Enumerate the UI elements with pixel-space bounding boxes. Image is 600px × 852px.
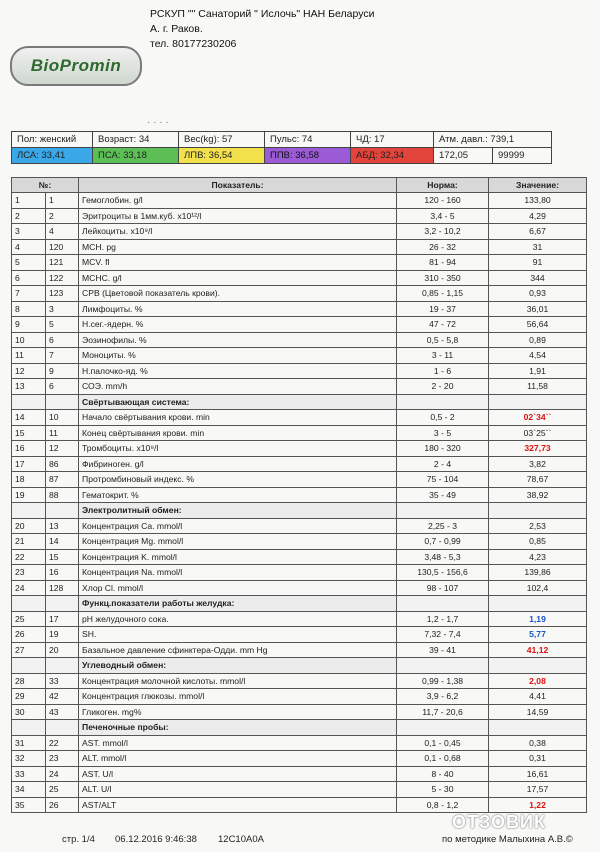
row-value: 16,61	[489, 766, 587, 782]
row-indicator: Протромбиновый индекс. %	[79, 472, 397, 488]
row-code: 11	[46, 425, 79, 441]
row-indicator: Начало свёртывания крови. min	[79, 410, 397, 426]
row-value: 91	[489, 255, 587, 271]
table-row	[12, 410, 587, 426]
footer-method: по методике Малыхина А.В.©	[442, 834, 573, 845]
footer-datetime: 06.12.2016 9:46:38	[115, 834, 197, 845]
section-row	[12, 658, 587, 674]
row-value: 0,31	[489, 751, 587, 767]
row-indicator: Хлор Cl. mmol/l	[79, 580, 397, 596]
row-value: 5,77	[489, 627, 587, 643]
table-row	[12, 193, 587, 209]
row-value: 1,19	[489, 611, 587, 627]
row-indicator: Фибриноген. g/l	[79, 456, 397, 472]
row-indicator: СОЭ. mm/h	[79, 379, 397, 395]
row-code: 25	[46, 782, 79, 798]
row-indicator: ALT. U/l	[79, 782, 397, 798]
row-indicator: ALT. mmol/l	[79, 751, 397, 767]
row-norm: 130,5 - 156,6	[397, 565, 489, 581]
row-index: 16	[12, 441, 46, 457]
row-value: 2,53	[489, 518, 587, 534]
row-indicator: Эозинофилы. %	[79, 332, 397, 348]
row-norm: 2 - 20	[397, 379, 489, 395]
row-norm: 98 - 107	[397, 580, 489, 596]
section-row	[12, 394, 587, 410]
table-row	[12, 534, 587, 550]
row-value: 133,80	[489, 193, 587, 209]
table-row	[12, 735, 587, 751]
row-indicator: pH желудочного сока.	[79, 611, 397, 627]
org-phone: тел. 80177230206	[150, 38, 237, 50]
row-indicator: AST. U/l	[79, 766, 397, 782]
row-indicator: Концентрация глюкозы. mmol/l	[79, 689, 397, 705]
row-code: 2	[46, 208, 79, 224]
header-number: №:	[12, 178, 79, 193]
table-row	[12, 673, 587, 689]
info-extra-2: 99999	[493, 148, 552, 164]
section-title: Углеводный обмен:	[79, 658, 397, 674]
row-value: 56,64	[489, 317, 587, 333]
row-value: 31	[489, 239, 587, 255]
row-code: 4	[46, 224, 79, 240]
row-index: 19	[12, 487, 46, 503]
row-norm: 8 - 40	[397, 766, 489, 782]
row-code: 123	[46, 286, 79, 302]
table-row	[12, 224, 587, 240]
row-code: 120	[46, 239, 79, 255]
row-code: 14	[46, 534, 79, 550]
row-indicator: Конец свёртывания крови. min	[79, 425, 397, 441]
row-code: 88	[46, 487, 79, 503]
table-row	[12, 363, 587, 379]
info-psa: ПСА: 33,18	[93, 148, 179, 164]
row-norm: 3,4 - 5	[397, 208, 489, 224]
row-index: 20	[12, 518, 46, 534]
row-norm: 3,48 - 5,3	[397, 549, 489, 565]
row-value: 4,29	[489, 208, 587, 224]
patient-name-redacted: · · · ·	[147, 117, 169, 128]
row-value: 17,57	[489, 782, 587, 798]
table-row	[12, 317, 587, 333]
row-norm: 2 - 4	[397, 456, 489, 472]
info-age: Возраст: 34	[93, 132, 179, 148]
row-value: 4,41	[489, 689, 587, 705]
row-index: 13	[12, 379, 46, 395]
row-value: 38,92	[489, 487, 587, 503]
row-indicator: Концентрация Ca. mmol/l	[79, 518, 397, 534]
table-row	[12, 580, 587, 596]
info-atm-pressure: Атм. давл.: 739,1	[434, 132, 552, 148]
row-index: 5	[12, 255, 46, 271]
row-index: 25	[12, 611, 46, 627]
table-row	[12, 239, 587, 255]
info-ppv: ППВ: 36,58	[265, 148, 351, 164]
footer-code: 12C10A0A	[218, 834, 264, 845]
row-value: 03`25``	[489, 425, 587, 441]
section-title: Печеночные пробы:	[79, 720, 397, 736]
row-index: 14	[12, 410, 46, 426]
header-indicator: Показатель:	[79, 178, 397, 193]
row-norm: 3,2 - 10,2	[397, 224, 489, 240]
table-row	[12, 704, 587, 720]
row-index: 22	[12, 549, 46, 565]
row-index: 27	[12, 642, 46, 658]
row-norm: 0,1 - 0,45	[397, 735, 489, 751]
row-code: 121	[46, 255, 79, 271]
row-index: 28	[12, 673, 46, 689]
row-indicator: Концентрация Mg. mmol/l	[79, 534, 397, 550]
row-index: 6	[12, 270, 46, 286]
org-name: РСКУП "" Санаторий " Ислочь" НАН Беларуси	[150, 8, 375, 20]
table-header-row	[12, 178, 587, 193]
row-code: 87	[46, 472, 79, 488]
row-index: 8	[12, 301, 46, 317]
info-weight: Вес(kg): 57	[179, 132, 265, 148]
row-index: 34	[12, 782, 46, 798]
row-norm: 7,32 - 7,4	[397, 627, 489, 643]
row-value: 36,01	[489, 301, 587, 317]
section-title: Функц.показатели работы желудка:	[79, 596, 397, 612]
row-norm: 81 - 94	[397, 255, 489, 271]
row-indicator: Концентрация молочной кислоты. mmol/l	[79, 673, 397, 689]
table-row	[12, 518, 587, 534]
row-norm: 0,7 - 0,99	[397, 534, 489, 550]
row-indicator: Концентрация K. mmol/l	[79, 549, 397, 565]
row-value: 02`34``	[489, 410, 587, 426]
info-breath-rate: ЧД: 17	[351, 132, 434, 148]
section-row	[12, 596, 587, 612]
row-norm: 5 - 30	[397, 782, 489, 798]
footer-page: стр. 1/4	[62, 834, 95, 845]
row-index: 26	[12, 627, 46, 643]
row-indicator: MCHC. g/l	[79, 270, 397, 286]
section-row	[12, 720, 587, 736]
row-index: 18	[12, 472, 46, 488]
table-row	[12, 286, 587, 302]
row-index: 4	[12, 239, 46, 255]
row-index: 31	[12, 735, 46, 751]
row-code: 9	[46, 363, 79, 379]
table-row	[12, 565, 587, 581]
row-indicator: Гликоген. mg%	[79, 704, 397, 720]
row-norm: 1,2 - 1,7	[397, 611, 489, 627]
row-norm: 120 - 160	[397, 193, 489, 209]
row-code: 19	[46, 627, 79, 643]
row-index: 24	[12, 580, 46, 596]
row-norm: 11,7 - 20,6	[397, 704, 489, 720]
info-pulse: Пульс: 74	[265, 132, 351, 148]
row-indicator: Н.палочко-яд. %	[79, 363, 397, 379]
row-indicator: Н.сег.-ядерн. %	[79, 317, 397, 333]
row-code: 24	[46, 766, 79, 782]
row-value: 1,91	[489, 363, 587, 379]
table-row	[12, 782, 587, 798]
row-value: 0,89	[489, 332, 587, 348]
row-value: 1,22	[489, 797, 587, 813]
row-indicator: Тромбоциты. х10⁹/l	[79, 441, 397, 457]
row-value: 4,54	[489, 348, 587, 364]
row-value: 4,23	[489, 549, 587, 565]
row-norm: 0,8 - 1,2	[397, 797, 489, 813]
table-row	[12, 627, 587, 643]
row-value: 0,93	[489, 286, 587, 302]
row-code: 20	[46, 642, 79, 658]
row-index: 32	[12, 751, 46, 767]
row-norm: 26 - 32	[397, 239, 489, 255]
row-index: 10	[12, 332, 46, 348]
table-row	[12, 456, 587, 472]
row-norm: 3 - 11	[397, 348, 489, 364]
row-value: 102,4	[489, 580, 587, 596]
row-indicator: MCV. fl	[79, 255, 397, 271]
row-code: 5	[46, 317, 79, 333]
table-row	[12, 379, 587, 395]
row-index: 29	[12, 689, 46, 705]
info-lsa: ЛСА: 33,41	[12, 148, 93, 164]
row-code: 15	[46, 549, 79, 565]
row-value: 11,58	[489, 379, 587, 395]
row-code: 12	[46, 441, 79, 457]
row-indicator: Моноциты. %	[79, 348, 397, 364]
row-indicator: AST. mmol/l	[79, 735, 397, 751]
row-indicator: Лимфоциты. %	[79, 301, 397, 317]
row-norm: 19 - 37	[397, 301, 489, 317]
row-value: 41,12	[489, 642, 587, 658]
section-title: Свёртывающая система:	[79, 394, 397, 410]
row-index: 7	[12, 286, 46, 302]
row-norm: 39 - 41	[397, 642, 489, 658]
row-value: 344	[489, 270, 587, 286]
row-value: 14,59	[489, 704, 587, 720]
table-row	[12, 472, 587, 488]
row-indicator: AST/ALT	[79, 797, 397, 813]
row-norm: 0,85 - 1,15	[397, 286, 489, 302]
table-row	[12, 208, 587, 224]
row-indicator: Лейкоциты. х10⁹/l	[79, 224, 397, 240]
row-index: 17	[12, 456, 46, 472]
row-indicator: Гемоглобин. g/l	[79, 193, 397, 209]
row-norm: 310 - 350	[397, 270, 489, 286]
info-extra-1: 172,05	[434, 148, 493, 164]
row-index: 12	[12, 363, 46, 379]
row-value: 0,38	[489, 735, 587, 751]
row-index: 11	[12, 348, 46, 364]
row-norm: 1 - 6	[397, 363, 489, 379]
row-code: 6	[46, 379, 79, 395]
table-row	[12, 270, 587, 286]
row-indicator: SH.	[79, 627, 397, 643]
row-index: 30	[12, 704, 46, 720]
table-row	[12, 642, 587, 658]
table-row	[12, 797, 587, 813]
info-abd: АБД: 32,34	[351, 148, 434, 164]
row-index: 1	[12, 193, 46, 209]
table-row	[12, 425, 587, 441]
section-title: Электролитный обмен:	[79, 503, 397, 519]
info-sex: Пол: женский	[12, 132, 93, 148]
row-norm: 35 - 49	[397, 487, 489, 503]
row-code: 33	[46, 673, 79, 689]
row-index: 2	[12, 208, 46, 224]
table-row	[12, 611, 587, 627]
row-code: 16	[46, 565, 79, 581]
row-code: 122	[46, 270, 79, 286]
row-code: 128	[46, 580, 79, 596]
row-value: 3,82	[489, 456, 587, 472]
biopromin-logo: BioPromin	[10, 46, 142, 86]
row-indicator: MCH. pg	[79, 239, 397, 255]
row-index: 9	[12, 317, 46, 333]
header-norm: Норма:	[397, 178, 489, 193]
table-row	[12, 255, 587, 271]
blood-results-table	[11, 177, 587, 813]
row-norm: 47 - 72	[397, 317, 489, 333]
patient-info-table	[11, 131, 552, 164]
org-address: А. г. Раков.	[150, 23, 203, 35]
row-norm: 180 - 320	[397, 441, 489, 457]
row-norm: 0,1 - 0,68	[397, 751, 489, 767]
table-row	[12, 441, 587, 457]
info-lpv: ЛПВ: 36,54	[179, 148, 265, 164]
row-index: 15	[12, 425, 46, 441]
row-norm: 3,9 - 6,2	[397, 689, 489, 705]
row-code: 6	[46, 332, 79, 348]
table-row	[12, 689, 587, 705]
row-index: 23	[12, 565, 46, 581]
header-value: Значение:	[489, 178, 587, 193]
table-row	[12, 301, 587, 317]
table-row	[12, 348, 587, 364]
row-index: 33	[12, 766, 46, 782]
row-value: 139,86	[489, 565, 587, 581]
row-code: 26	[46, 797, 79, 813]
row-code: 13	[46, 518, 79, 534]
row-indicator: Гематокрит. %	[79, 487, 397, 503]
row-code: 1	[46, 193, 79, 209]
row-code: 42	[46, 689, 79, 705]
row-norm: 0,99 - 1,38	[397, 673, 489, 689]
row-norm: 3 - 5	[397, 425, 489, 441]
table-row	[12, 766, 587, 782]
row-indicator: Эритроциты в 1мм.куб. х10¹²/l	[79, 208, 397, 224]
row-code: 86	[46, 456, 79, 472]
row-code: 10	[46, 410, 79, 426]
row-indicator: Базальное давление сфинктера-Одди. mm Hg	[79, 642, 397, 658]
table-row	[12, 332, 587, 348]
row-code: 23	[46, 751, 79, 767]
otzovik-watermark: ОТЗОВИК	[452, 812, 546, 832]
table-row	[12, 487, 587, 503]
row-code: 3	[46, 301, 79, 317]
row-norm: 0,5 - 2	[397, 410, 489, 426]
row-code: 7	[46, 348, 79, 364]
row-indicator: СРВ (Цветовой показатель крови).	[79, 286, 397, 302]
row-index: 35	[12, 797, 46, 813]
row-value: 78,67	[489, 472, 587, 488]
row-value: 2,08	[489, 673, 587, 689]
row-value: 327,73	[489, 441, 587, 457]
row-value: 6,67	[489, 224, 587, 240]
row-norm: 0,5 - 5,8	[397, 332, 489, 348]
row-norm: 2,25 - 3	[397, 518, 489, 534]
row-code: 17	[46, 611, 79, 627]
row-code: 43	[46, 704, 79, 720]
section-row	[12, 503, 587, 519]
row-index: 21	[12, 534, 46, 550]
table-row	[12, 549, 587, 565]
row-index: 3	[12, 224, 46, 240]
table-row	[12, 751, 587, 767]
row-code: 22	[46, 735, 79, 751]
row-indicator: Концентрация Na. mmol/l	[79, 565, 397, 581]
row-value: 0,85	[489, 534, 587, 550]
row-norm: 75 - 104	[397, 472, 489, 488]
